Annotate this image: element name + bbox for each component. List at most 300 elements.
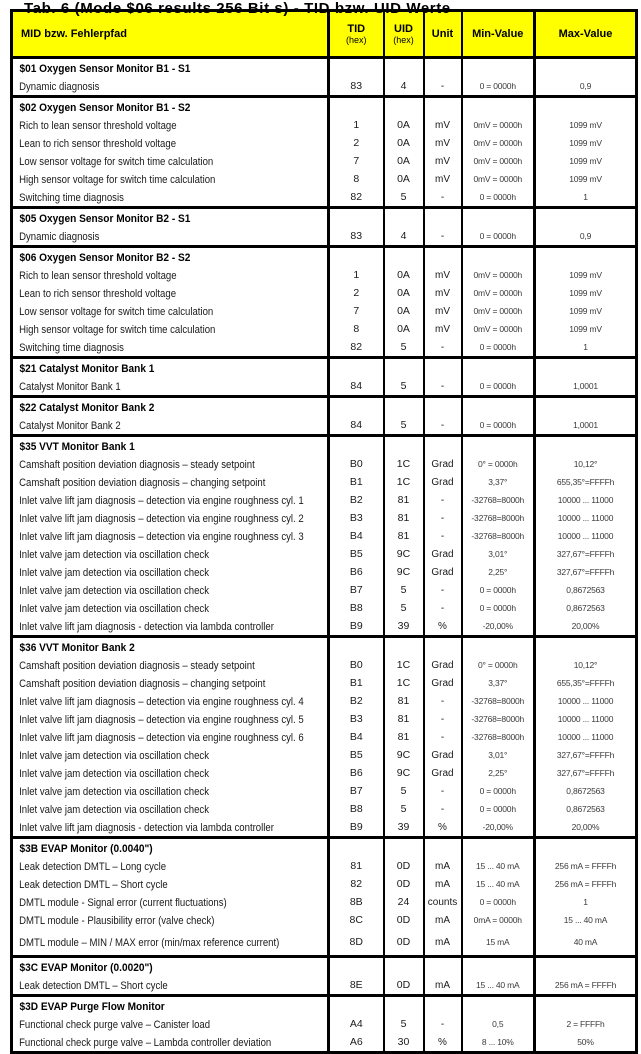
- section-title-cell: [12, 637, 329, 657]
- uid-value-cell: 1C: [384, 473, 424, 491]
- max-value-cell: 10,12°: [535, 656, 637, 674]
- section-header-row: [12, 436, 637, 456]
- unit-value-cell: mA: [424, 911, 462, 929]
- row-description: Camshaft position deviation diagnosis – steady setpoint: [19, 459, 255, 471]
- unit-value-cell: -: [424, 710, 462, 728]
- section-title: $06 Oxygen Sensor Monitor B2 - S2: [19, 252, 191, 264]
- min-value-cell: -32768=8000h: [462, 728, 535, 746]
- table-row: [12, 599, 637, 617]
- unit-value-cell: -: [424, 782, 462, 800]
- section-header-row: [12, 996, 637, 1016]
- table-row: [12, 338, 637, 358]
- tid-value-cell: 83: [329, 227, 384, 247]
- tid-value-cell: 8B: [329, 893, 384, 911]
- row-description-cell: [12, 545, 329, 563]
- tid-value-cell: B4: [329, 728, 384, 746]
- uid-value-cell: 81: [384, 509, 424, 527]
- section-empty-cell: [329, 58, 384, 78]
- unit-value-cell: Grad: [424, 545, 462, 563]
- tid-value-cell: 84: [329, 416, 384, 436]
- section-empty-cell: [384, 996, 424, 1016]
- row-description: Low sensor voltage for switch time calculation: [19, 156, 214, 168]
- min-value-cell: 3,37°: [462, 473, 535, 491]
- min-value-cell: 0 = 0000h: [462, 188, 535, 208]
- table-row: [12, 491, 637, 509]
- table-row: [12, 857, 637, 875]
- row-description-cell: [12, 77, 329, 97]
- min-value-cell: 3,01°: [462, 545, 535, 563]
- row-description-cell: [12, 893, 329, 911]
- tid-value-cell: B2: [329, 692, 384, 710]
- table-row: [12, 527, 637, 545]
- min-value-cell: 0mV = 0000h: [462, 284, 535, 302]
- uid-value-cell: 0A: [384, 116, 424, 134]
- uid-value-cell: 30: [384, 1033, 424, 1053]
- unit-value-cell: mA: [424, 976, 462, 996]
- min-value-cell: -20,00%: [462, 818, 535, 838]
- col-header-min: [462, 11, 535, 58]
- row-description: DMTL module - Plausibility error (valve check): [19, 915, 215, 927]
- unit-value-cell: -: [424, 1015, 462, 1033]
- table-row: [12, 455, 637, 473]
- max-value-cell: 256 mA = FFFFh: [535, 976, 637, 996]
- tid-value-cell: B8: [329, 599, 384, 617]
- table-row: [12, 581, 637, 599]
- row-description: Inlet valve jam detection via oscillation check: [19, 804, 209, 816]
- section-header-row: [12, 58, 637, 78]
- uid-value-cell: 0D: [384, 875, 424, 893]
- table-row: [12, 929, 637, 957]
- unit-value-cell: -: [424, 728, 462, 746]
- row-description: Camshaft position deviation diagnosis – changing setpoint: [19, 477, 266, 489]
- min-value-cell: 0 = 0000h: [462, 227, 535, 247]
- col-header-mid-label: MID bzw. Fehlerpfad: [21, 28, 127, 40]
- section-empty-cell: [384, 97, 424, 117]
- uid-value-cell: 81: [384, 527, 424, 545]
- section-empty-cell: [424, 208, 462, 228]
- section-empty-cell: [424, 58, 462, 78]
- unit-value-cell: Grad: [424, 473, 462, 491]
- section-empty-cell: [384, 957, 424, 977]
- table-row: [12, 134, 637, 152]
- uid-value-cell: 39: [384, 818, 424, 838]
- section-empty-cell: [329, 637, 384, 657]
- row-description-cell: [12, 782, 329, 800]
- section-title-cell: [12, 247, 329, 267]
- section-empty-cell: [384, 247, 424, 267]
- section-empty-cell: [535, 208, 637, 228]
- max-value-cell: 256 mA = FFFFh: [535, 857, 637, 875]
- uid-value-cell: 81: [384, 710, 424, 728]
- section-title: $36 VVT Monitor Bank 2: [19, 642, 135, 654]
- tid-value-cell: 82: [329, 338, 384, 358]
- col-header-tid: [329, 11, 384, 58]
- section-empty-cell: [384, 58, 424, 78]
- tid-value-cell: B3: [329, 509, 384, 527]
- row-description-cell: [12, 976, 329, 996]
- uid-value-cell: 5: [384, 338, 424, 358]
- row-description: Inlet valve lift jam diagnosis – detection via engine roughness cyl. 5: [19, 714, 304, 726]
- section-empty-cell: [462, 208, 535, 228]
- row-description-cell: [12, 911, 329, 929]
- max-value-cell: 1,0001: [535, 377, 637, 397]
- table-row: [12, 764, 637, 782]
- section-title-cell: [12, 996, 329, 1016]
- max-value-cell: 2 = FFFFh: [535, 1015, 637, 1033]
- unit-value-cell: -: [424, 491, 462, 509]
- row-description: Low sensor voltage for switch time calculation: [19, 306, 214, 318]
- row-description-cell: [12, 134, 329, 152]
- max-value-cell: 50%: [535, 1033, 637, 1053]
- section-empty-cell: [535, 358, 637, 378]
- row-description-cell: [12, 473, 329, 491]
- uid-value-cell: 0D: [384, 976, 424, 996]
- unit-value-cell: -: [424, 581, 462, 599]
- uid-value-cell: 0A: [384, 152, 424, 170]
- section-title: $3B EVAP Monitor (0.0040"): [19, 843, 153, 855]
- table-row: [12, 1015, 637, 1033]
- section-title-cell: [12, 436, 329, 456]
- uid-value-cell: 9C: [384, 764, 424, 782]
- section-empty-cell: [535, 58, 637, 78]
- min-value-cell: 8 ... 10%: [462, 1033, 535, 1053]
- min-value-cell: 15 ... 40 mA: [462, 857, 535, 875]
- row-description-cell: [12, 728, 329, 746]
- section-empty-cell: [424, 97, 462, 117]
- row-description: Camshaft position deviation diagnosis – steady setpoint: [19, 660, 255, 672]
- min-value-cell: 0mV = 0000h: [462, 170, 535, 188]
- min-value-cell: 2,25°: [462, 563, 535, 581]
- unit-value-cell: mA: [424, 929, 462, 957]
- section-empty-cell: [535, 436, 637, 456]
- row-description-cell: [12, 491, 329, 509]
- tid-value-cell: B2: [329, 491, 384, 509]
- section-empty-cell: [424, 996, 462, 1016]
- unit-value-cell: mV: [424, 266, 462, 284]
- uid-value-cell: 0A: [384, 284, 424, 302]
- max-value-cell: 0,8672563: [535, 800, 637, 818]
- row-description-cell: [12, 746, 329, 764]
- section-empty-cell: [329, 247, 384, 267]
- section-empty-cell: [535, 247, 637, 267]
- tid-value-cell: B7: [329, 581, 384, 599]
- table-row: [12, 710, 637, 728]
- uid-value-cell: 9C: [384, 563, 424, 581]
- section-empty-cell: [424, 247, 462, 267]
- row-description: Inlet valve lift jam diagnosis – detection via engine roughness cyl. 6: [19, 732, 304, 744]
- table-row: [12, 320, 637, 338]
- uid-value-cell: 0A: [384, 170, 424, 188]
- max-value-cell: 1: [535, 893, 637, 911]
- section-header-row: [12, 397, 637, 417]
- table-row: [12, 473, 637, 491]
- uid-value-cell: 5: [384, 599, 424, 617]
- tid-value-cell: B1: [329, 473, 384, 491]
- max-value-cell: 1,0001: [535, 416, 637, 436]
- uid-value-cell: 39: [384, 617, 424, 637]
- table-row: [12, 875, 637, 893]
- table-row: [12, 77, 637, 97]
- row-description-cell: [12, 227, 329, 247]
- max-value-cell: 1099 mV: [535, 116, 637, 134]
- section-empty-cell: [384, 358, 424, 378]
- max-value-cell: 1099 mV: [535, 134, 637, 152]
- row-description-cell: [12, 710, 329, 728]
- section-empty-cell: [424, 637, 462, 657]
- tid-value-cell: B4: [329, 527, 384, 545]
- max-value-cell: 256 mA = FFFFh: [535, 875, 637, 893]
- tid-value-cell: 8: [329, 320, 384, 338]
- uid-value-cell: 5: [384, 782, 424, 800]
- uid-value-cell: 81: [384, 728, 424, 746]
- section-header-row: [12, 637, 637, 657]
- max-value-cell: 0,9: [535, 227, 637, 247]
- row-description-cell: [12, 527, 329, 545]
- row-description-cell: [12, 152, 329, 170]
- table-row: [12, 509, 637, 527]
- unit-value-cell: counts: [424, 893, 462, 911]
- max-value-cell: 1099 mV: [535, 152, 637, 170]
- row-description: Catalyst Monitor Bank 1: [19, 381, 121, 393]
- uid-value-cell: 5: [384, 581, 424, 599]
- section-empty-cell: [329, 957, 384, 977]
- unit-value-cell: mV: [424, 134, 462, 152]
- tid-value-cell: B6: [329, 563, 384, 581]
- section-title: $3C EVAP Monitor (0.0020"): [19, 962, 153, 974]
- section-title: $22 Catalyst Monitor Bank 2: [19, 402, 155, 414]
- min-value-cell: 0mV = 0000h: [462, 320, 535, 338]
- table-row: [12, 746, 637, 764]
- section-empty-cell: [462, 957, 535, 977]
- unit-value-cell: -: [424, 188, 462, 208]
- max-value-cell: 10000 ... 11000: [535, 491, 637, 509]
- table-row: [12, 563, 637, 581]
- uid-value-cell: 5: [384, 377, 424, 397]
- row-description-cell: [12, 416, 329, 436]
- table-row: [12, 284, 637, 302]
- section-empty-cell: [535, 397, 637, 417]
- max-value-cell: 327,67°=FFFFh: [535, 545, 637, 563]
- unit-value-cell: -: [424, 599, 462, 617]
- table-body: [12, 58, 637, 1053]
- section-title: $01 Oxygen Sensor Monitor B1 - S1: [19, 63, 191, 75]
- row-description: Dynamic diagnosis: [19, 231, 100, 243]
- row-description: Inlet valve jam detection via oscillation check: [19, 567, 209, 579]
- section-empty-cell: [462, 996, 535, 1016]
- row-description-cell: [12, 617, 329, 637]
- table-row: [12, 188, 637, 208]
- max-value-cell: 327,67°=FFFFh: [535, 563, 637, 581]
- uid-value-cell: 5: [384, 188, 424, 208]
- clipped-title-text: Tab. 6 (Mode $06 results 256 Bit s) - TID bzw. UID Werte: [24, 0, 451, 17]
- max-value-cell: 15 ... 40 mA: [535, 911, 637, 929]
- section-empty-cell: [462, 358, 535, 378]
- table-row: [12, 116, 637, 134]
- unit-value-cell: %: [424, 1033, 462, 1053]
- row-description: Leak detection DMTL – Short cycle: [19, 879, 168, 891]
- table-row: [12, 377, 637, 397]
- min-value-cell: 0 = 0000h: [462, 800, 535, 818]
- row-description-cell: [12, 509, 329, 527]
- max-value-cell: 20,00%: [535, 617, 637, 637]
- section-empty-cell: [462, 247, 535, 267]
- row-description-cell: [12, 455, 329, 473]
- row-description: Switching time diagnosis: [19, 342, 124, 354]
- tid-value-cell: A4: [329, 1015, 384, 1033]
- tid-value-cell: 1: [329, 116, 384, 134]
- tid-value-cell: 8: [329, 170, 384, 188]
- col-header-tid-sub: (hex): [345, 34, 367, 45]
- max-value-cell: 1099 mV: [535, 266, 637, 284]
- col-header-uid-label: UID: [394, 22, 413, 35]
- table-row: [12, 911, 637, 929]
- tid-value-cell: B7: [329, 782, 384, 800]
- unit-value-cell: -: [424, 227, 462, 247]
- table-row: [12, 617, 637, 637]
- section-empty-cell: [535, 838, 637, 858]
- row-description: Inlet valve lift jam diagnosis – detection via engine roughness cyl. 2: [19, 513, 304, 525]
- tid-value-cell: 8E: [329, 976, 384, 996]
- min-value-cell: 3,01°: [462, 746, 535, 764]
- section-title: $02 Oxygen Sensor Monitor B1 - S2: [19, 102, 191, 114]
- section-empty-cell: [384, 838, 424, 858]
- uid-value-cell: 5: [384, 800, 424, 818]
- table-row: [12, 416, 637, 436]
- col-header-unit: [424, 11, 462, 58]
- max-value-cell: 1099 mV: [535, 302, 637, 320]
- section-empty-cell: [424, 436, 462, 456]
- min-value-cell: 15 ... 40 mA: [462, 976, 535, 996]
- max-value-cell: 327,67°=FFFFh: [535, 764, 637, 782]
- section-title-cell: [12, 397, 329, 417]
- table-row: [12, 893, 637, 911]
- tid-value-cell: B9: [329, 617, 384, 637]
- section-empty-cell: [462, 58, 535, 78]
- max-value-cell: 655,35°=FFFFh: [535, 473, 637, 491]
- col-header-uid: [384, 11, 424, 58]
- unit-value-cell: Grad: [424, 656, 462, 674]
- uid-value-cell: 0A: [384, 134, 424, 152]
- section-empty-cell: [329, 208, 384, 228]
- unit-value-cell: mV: [424, 302, 462, 320]
- table-row: [12, 674, 637, 692]
- table-row: [12, 692, 637, 710]
- tid-value-cell: 8D: [329, 929, 384, 957]
- row-description: DMTL module – MIN / MAX error (min/max reference current): [19, 937, 280, 949]
- table-row: [12, 656, 637, 674]
- max-value-cell: 1099 mV: [535, 320, 637, 338]
- min-value-cell: 0,5: [462, 1015, 535, 1033]
- min-value-cell: -32768=8000h: [462, 710, 535, 728]
- tid-value-cell: B5: [329, 545, 384, 563]
- unit-value-cell: Grad: [424, 746, 462, 764]
- section-empty-cell: [462, 397, 535, 417]
- section-title-cell: [12, 58, 329, 78]
- unit-value-cell: -: [424, 800, 462, 818]
- row-description: Rich to lean sensor threshold voltage: [19, 120, 177, 132]
- tid-value-cell: 7: [329, 152, 384, 170]
- row-description: Inlet valve jam detection via oscillation check: [19, 750, 209, 762]
- unit-value-cell: mV: [424, 152, 462, 170]
- row-description-cell: [12, 599, 329, 617]
- max-value-cell: 10000 ... 11000: [535, 710, 637, 728]
- clipped-title: [0, 0, 641, 17]
- row-description-cell: [12, 266, 329, 284]
- uid-value-cell: 81: [384, 491, 424, 509]
- row-description: Inlet valve lift jam diagnosis – detection via engine roughness cyl. 3: [19, 531, 304, 543]
- table-row: [12, 1033, 637, 1053]
- tid-value-cell: 1: [329, 266, 384, 284]
- row-description: Dynamic diagnosis: [19, 81, 100, 93]
- max-value-cell: 655,35°=FFFFh: [535, 674, 637, 692]
- section-header-row: [12, 97, 637, 117]
- unit-value-cell: Grad: [424, 674, 462, 692]
- uid-value-cell: 1C: [384, 656, 424, 674]
- row-description: Inlet valve jam detection via oscillation check: [19, 786, 209, 798]
- tid-value-cell: B5: [329, 746, 384, 764]
- max-value-cell: 327,67°=FFFFh: [535, 746, 637, 764]
- uid-value-cell: 0D: [384, 929, 424, 957]
- col-header-min-label: Min-Value: [472, 28, 524, 40]
- uid-value-cell: 81: [384, 692, 424, 710]
- min-value-cell: 0mV = 0000h: [462, 134, 535, 152]
- unit-value-cell: mV: [424, 116, 462, 134]
- uid-value-cell: 4: [384, 77, 424, 97]
- uid-value-cell: 5: [384, 416, 424, 436]
- section-empty-cell: [535, 957, 637, 977]
- col-header-tid-label: TID: [347, 22, 366, 35]
- table-row: [12, 302, 637, 320]
- row-description: Inlet valve jam detection via oscillation check: [19, 585, 209, 597]
- row-description-cell: [12, 1015, 329, 1033]
- tid-value-cell: B6: [329, 764, 384, 782]
- row-description-cell: [12, 284, 329, 302]
- section-title-cell: [12, 957, 329, 977]
- min-value-cell: 15 ... 40 mA: [462, 875, 535, 893]
- row-description-cell: [12, 929, 329, 957]
- row-description-cell: [12, 692, 329, 710]
- row-description: Leak detection DMTL – Long cycle: [19, 861, 167, 873]
- table-row: [12, 266, 637, 284]
- section-empty-cell: [329, 996, 384, 1016]
- section-empty-cell: [384, 637, 424, 657]
- max-value-cell: 10000 ... 11000: [535, 527, 637, 545]
- table-row: [12, 545, 637, 563]
- unit-value-cell: -: [424, 416, 462, 436]
- section-title: $3D EVAP Purge Flow Monitor: [19, 1001, 165, 1013]
- col-header-mid: [12, 11, 329, 58]
- row-description-cell: [12, 581, 329, 599]
- section-empty-cell: [329, 397, 384, 417]
- tid-value-cell: A6: [329, 1033, 384, 1053]
- min-value-cell: 15 mA: [462, 929, 535, 957]
- uid-value-cell: 24: [384, 893, 424, 911]
- tid-value-cell: B1: [329, 674, 384, 692]
- section-empty-cell: [535, 97, 637, 117]
- min-value-cell: -32768=8000h: [462, 509, 535, 527]
- row-description-cell: [12, 674, 329, 692]
- table-row: [12, 170, 637, 188]
- section-empty-cell: [535, 637, 637, 657]
- section-empty-cell: [384, 436, 424, 456]
- table-row: [12, 728, 637, 746]
- tid-value-cell: B9: [329, 818, 384, 838]
- min-value-cell: 0 = 0000h: [462, 599, 535, 617]
- max-value-cell: 1: [535, 188, 637, 208]
- row-description: Inlet valve jam detection via oscillation check: [19, 603, 209, 615]
- row-description-cell: [12, 170, 329, 188]
- row-description: Inlet valve lift jam diagnosis - detection via lambda controller: [19, 621, 274, 633]
